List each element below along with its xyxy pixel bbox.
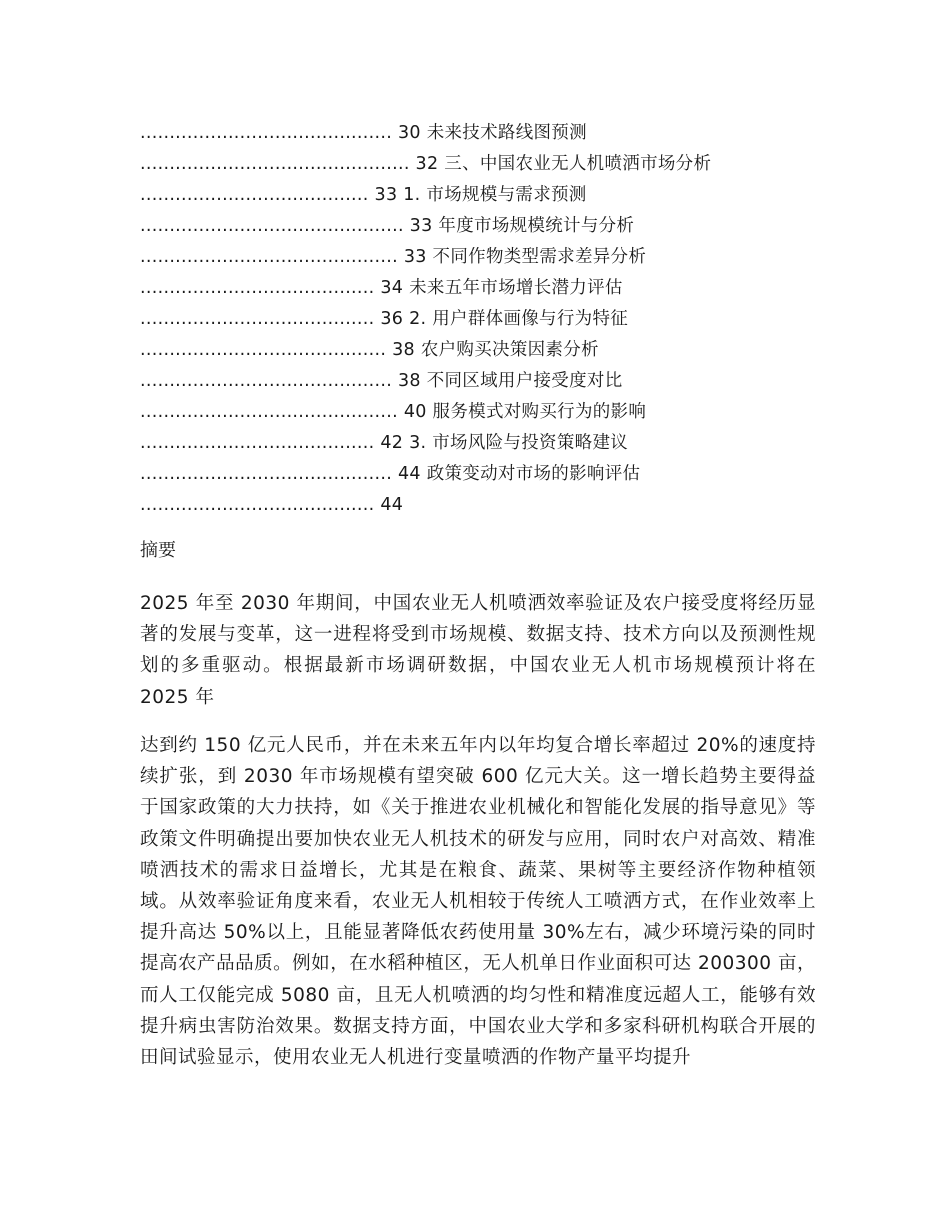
abstract-heading: 摘要 xyxy=(140,540,176,561)
toc-entry[interactable]: ........................................ 34 未来五年市场增长潜力评估 xyxy=(140,278,623,298)
abstract-paragraph-1: 2025 年至 2030 年期间，中国农业无人机喷洒效率验证及农户接受度将经历显著的发展与变革，这一进程将受到市场规模、数据支持、技术方向以及预测性规划的多重驱动。根据最新市场调研数据，中国农业无人机市场规模预计将在 2025 年 xyxy=(140,593,816,708)
toc-entry[interactable]: ........................................... 38 不同区域用户接受度对比 xyxy=(140,371,623,391)
toc-entry[interactable]: ....................................... 33 1. 市场规模与需求预测 xyxy=(140,185,587,205)
table-of-contents xyxy=(140,118,820,521)
toc-entry[interactable]: ............................................ 33 不同作物类型需求差异分析 xyxy=(140,247,647,267)
abstract-paragraph-2: 达到约 150 亿元人民币，并在未来五年内以年均复合增长率超过 20%的速度持续扩张，到 2030 年市场规模有望突破 600 亿元大关。这一增长趋势主要得益于国家政策的大力扶持，如《关于推进农业机械化和智能化发展的指导意见》等政策文件明确提出要加快农业无人机技术的研发与应用，同时农户对高效、精准喷洒技术的需求日益增长，尤其是在粮食、蔬菜、果树等主要经济作物种植领域。从效率验证角度来看，农业无人机相较于传统人工喷洒方式，在作业效率上提升高达 50%以上，且能显著降低农药使用量 30%左右，减少环境污染的同时提高农产品品质。例如，在水稻种植区，无人机单日作业面积可达 200300 亩，而人工仅能完成 5080 亩，且无人机喷洒的均匀性和精准度远超人工，能够有效提升病虫害防治效果。数据支持方面，中国农业大学和多家科研机构联合开展的田间试验显示，使用农业无人机进行变量喷洒的作物产量平均提升 xyxy=(140,735,816,1069)
toc-entry[interactable]: ........................................ 36 2. 用户群体画像与行为特征 xyxy=(140,309,629,329)
toc-entry[interactable]: ............................................. 33 年度市场规模统计与分析 xyxy=(140,216,635,236)
toc-entry[interactable]: ........................................ 42 3. 市场风险与投资策略建议 xyxy=(140,433,629,453)
toc-entry[interactable]: .......................................... 38 农户购买决策因素分析 xyxy=(140,340,599,360)
toc-entry[interactable]: .............................................. 32 三、中国农业无人机喷洒市场分析 xyxy=(140,154,712,174)
toc-entry[interactable]: ........................................ 44 xyxy=(140,495,404,515)
toc-entry[interactable]: ............................................ 40 服务模式对购买行为的影响 xyxy=(140,402,647,422)
toc-entry[interactable]: ........................................... 30 未来技术路线图预测 xyxy=(140,123,587,143)
toc-entry[interactable]: ........................................... 44 政策变动对市场的影响评估 xyxy=(140,464,641,484)
